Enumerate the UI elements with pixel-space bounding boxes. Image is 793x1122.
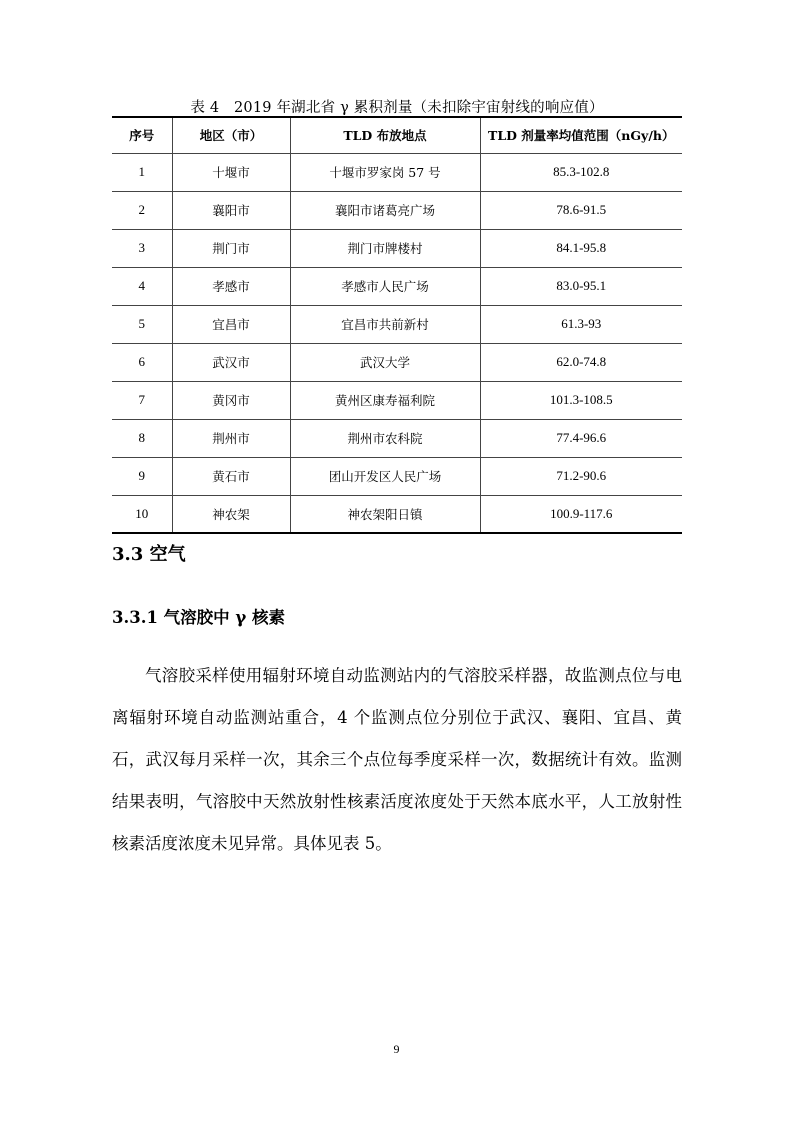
table-row xyxy=(112,153,682,191)
cell-serial: 10 xyxy=(112,495,172,533)
cell-serial: 1 xyxy=(112,153,172,191)
section-heading: 3.3 空气 xyxy=(112,544,186,565)
table-row xyxy=(112,267,682,305)
header-region: 地区（市） xyxy=(172,117,290,153)
cell-region: 黄石市 xyxy=(172,457,290,495)
cell-location: 荆门市牌楼村 xyxy=(290,229,480,267)
cell-dose-range: 101.3-108.5 xyxy=(480,381,682,419)
cell-location: 神农架阳日镇 xyxy=(290,495,480,533)
cell-region: 神农架 xyxy=(172,495,290,533)
cell-dose-range: 61.3-93 xyxy=(480,305,682,343)
cell-dose-range: 71.2-90.6 xyxy=(480,457,682,495)
table-row xyxy=(112,229,682,267)
table-row xyxy=(112,419,682,457)
table-row xyxy=(112,381,682,419)
cell-region: 黄冈市 xyxy=(172,381,290,419)
cell-region: 十堰市 xyxy=(172,153,290,191)
table-caption: 表 4 2019 年湖北省 γ 累积剂量（未扣除宇宙射线的响应值） xyxy=(190,100,604,116)
cell-location: 孝感市人民广场 xyxy=(290,267,480,305)
cell-serial: 2 xyxy=(112,191,172,229)
cell-serial: 6 xyxy=(112,343,172,381)
table-row xyxy=(112,343,682,381)
cell-serial: 8 xyxy=(112,419,172,457)
cell-region: 荆州市 xyxy=(172,419,290,457)
table-row xyxy=(112,305,682,343)
cell-dose-range: 100.9-117.6 xyxy=(480,495,682,533)
cell-dose-range: 85.3-102.8 xyxy=(480,153,682,191)
cell-location: 武汉大学 xyxy=(290,343,480,381)
cell-serial: 5 xyxy=(112,305,172,343)
cell-dose-range: 62.0-74.8 xyxy=(480,343,682,381)
cell-region: 荆门市 xyxy=(172,229,290,267)
cell-serial: 4 xyxy=(112,267,172,305)
cell-location: 黄州区康寿福利院 xyxy=(290,381,480,419)
page-number: 9 xyxy=(393,1042,400,1056)
body-paragraph: 气溶胶采样使用辐射环境自动监测站内的气溶胶采样器，故监测点位与电离辐射环境自动监测站重合，4 个监测点位分别位于武汉、襄阳、宜昌、黄石，武汉每月采样一次，其余三个点位每季度采样一次，数据统计有效。监测结果表明，气溶胶中天然放射性核素活度浓度处于天然本底水平，人工放射性核素活度浓度未见异常。具体见表 5。 xyxy=(112,666,682,853)
header-dose-range: TLD 剂量率均值范围（nGy/h） xyxy=(480,117,682,153)
cell-region: 武汉市 xyxy=(172,343,290,381)
cell-dose-range: 78.6-91.5 xyxy=(480,191,682,229)
cell-location: 荆州市农科院 xyxy=(290,419,480,457)
header-location: TLD 布放地点 xyxy=(290,117,480,153)
cell-location: 襄阳市诸葛亮广场 xyxy=(290,191,480,229)
cell-region: 襄阳市 xyxy=(172,191,290,229)
table-header-row xyxy=(112,117,682,153)
cell-region: 宜昌市 xyxy=(172,305,290,343)
cell-location: 宜昌市共前新村 xyxy=(290,305,480,343)
tld-dose-table xyxy=(112,116,682,534)
table-row xyxy=(112,191,682,229)
cell-location: 团山开发区人民广场 xyxy=(290,457,480,495)
header-serial: 序号 xyxy=(112,117,172,153)
subsection-heading: 3.3.1 气溶胶中 γ 核素 xyxy=(112,608,286,627)
table-row xyxy=(112,457,682,495)
table-row xyxy=(112,495,682,533)
cell-serial: 3 xyxy=(112,229,172,267)
cell-dose-range: 83.0-95.1 xyxy=(480,267,682,305)
cell-serial: 7 xyxy=(112,381,172,419)
cell-dose-range: 77.4-96.6 xyxy=(480,419,682,457)
cell-region: 孝感市 xyxy=(172,267,290,305)
cell-location: 十堰市罗家岗 57 号 xyxy=(290,153,480,191)
cell-dose-range: 84.1-95.8 xyxy=(480,229,682,267)
cell-serial: 9 xyxy=(112,457,172,495)
